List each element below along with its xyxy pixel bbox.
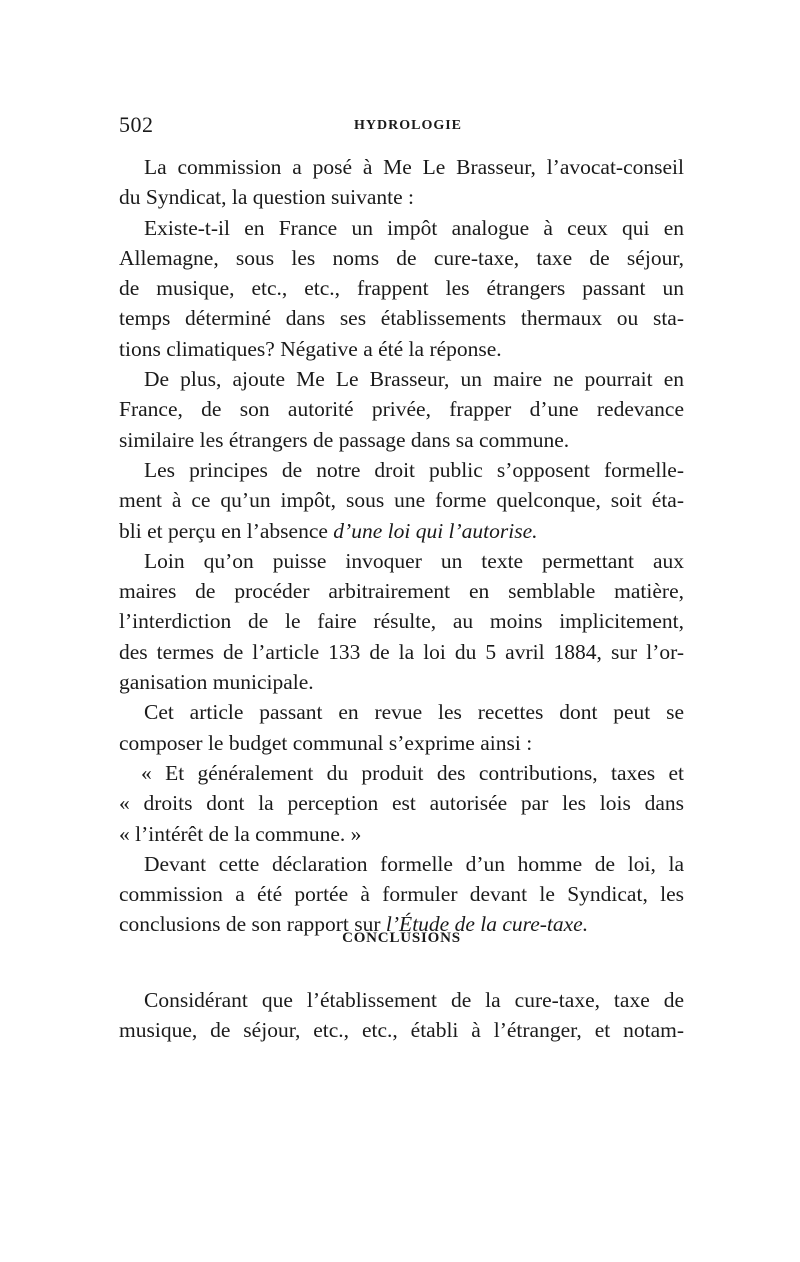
text-line: tions climatiques? Négative a été la réponse. bbox=[119, 336, 502, 361]
text-line: des termes de l’article 133 de la loi du 5 avril 1884, sur l’or- bbox=[119, 639, 684, 664]
text-line: Existe-t-il en France un impôt analogue à ceux qui en bbox=[144, 215, 684, 240]
running-head bbox=[119, 112, 684, 140]
text-line: l’interdiction de le faire résulte, au moins implicitement, bbox=[119, 609, 684, 634]
text-line: similaire les étrangers de passage dans sa commune. bbox=[119, 427, 570, 452]
text-line: La commission a posé à Me Le Brasseur, l’avocat-conseil bbox=[144, 155, 684, 179]
text-line: Cet article passant en revue les recettes dont peut se bbox=[144, 700, 684, 725]
italic-text: d’une loi qui l’autorise. bbox=[333, 518, 538, 543]
text-line: commission a été portée à formuler devant le Syndicat, les bbox=[119, 882, 684, 907]
text-line: maires de procéder arbitrairement en semblable matière, bbox=[119, 579, 684, 604]
page-number: 502 bbox=[119, 112, 154, 137]
text-line: De plus, ajoute Me Le Brasseur, un maire ne pourrait en bbox=[144, 367, 684, 392]
text-line: Loin qu’on puisse invoquer un texte permettant aux bbox=[144, 548, 684, 573]
text-line: ganisation municipale. bbox=[119, 670, 314, 695]
text-line: Considérant que l’établissement de la cure-taxe, taxe de bbox=[144, 988, 684, 1012]
text-line bbox=[119, 516, 684, 546]
text-span: conclusions de son rapport sur bbox=[119, 912, 386, 937]
text-line: ment à ce qu’un impôt, sous une forme quelconque, soit éta- bbox=[119, 488, 684, 513]
body-text bbox=[119, 152, 684, 940]
quote-line: « l’intérêt de la commune. » bbox=[119, 821, 362, 846]
quote-line: « droits dont la perception est autorisée par les lois dans bbox=[119, 791, 684, 816]
text-line: Devant cette déclaration formelle d’un homme de loi, la bbox=[144, 851, 684, 876]
text-line: temps déterminé dans ses établissements thermaux ou sta- bbox=[119, 306, 684, 331]
text-line: de musique, etc., etc., frappent les étrangers passant un bbox=[119, 276, 684, 301]
text-span: bli et perçu en l’absence bbox=[119, 518, 334, 543]
section-heading: CONCLUSIONS bbox=[342, 930, 461, 946]
quote-line: « Et généralement du produit des contributions, taxes et bbox=[141, 760, 684, 785]
italic-text: l’Étude de la cure-taxe. bbox=[385, 912, 589, 937]
text-line: Allemagne, sous les noms de cure-taxe, taxe de séjour, bbox=[119, 245, 684, 270]
text-line: Les principes de notre droit public s’opposent formelle- bbox=[144, 457, 684, 482]
text-line: du Syndicat, la question suivante : bbox=[119, 185, 414, 210]
running-title: HYDROLOGIE bbox=[354, 118, 463, 133]
body-text-conclusions bbox=[119, 985, 684, 1046]
text-line: musique, de séjour, etc., etc., établi à l’étranger, et notam- bbox=[119, 1018, 684, 1043]
text-line: composer le budget communal s’exprime ainsi : bbox=[119, 730, 533, 755]
text-line: France, de son autorité privée, frapper d’une redevance bbox=[119, 397, 684, 422]
